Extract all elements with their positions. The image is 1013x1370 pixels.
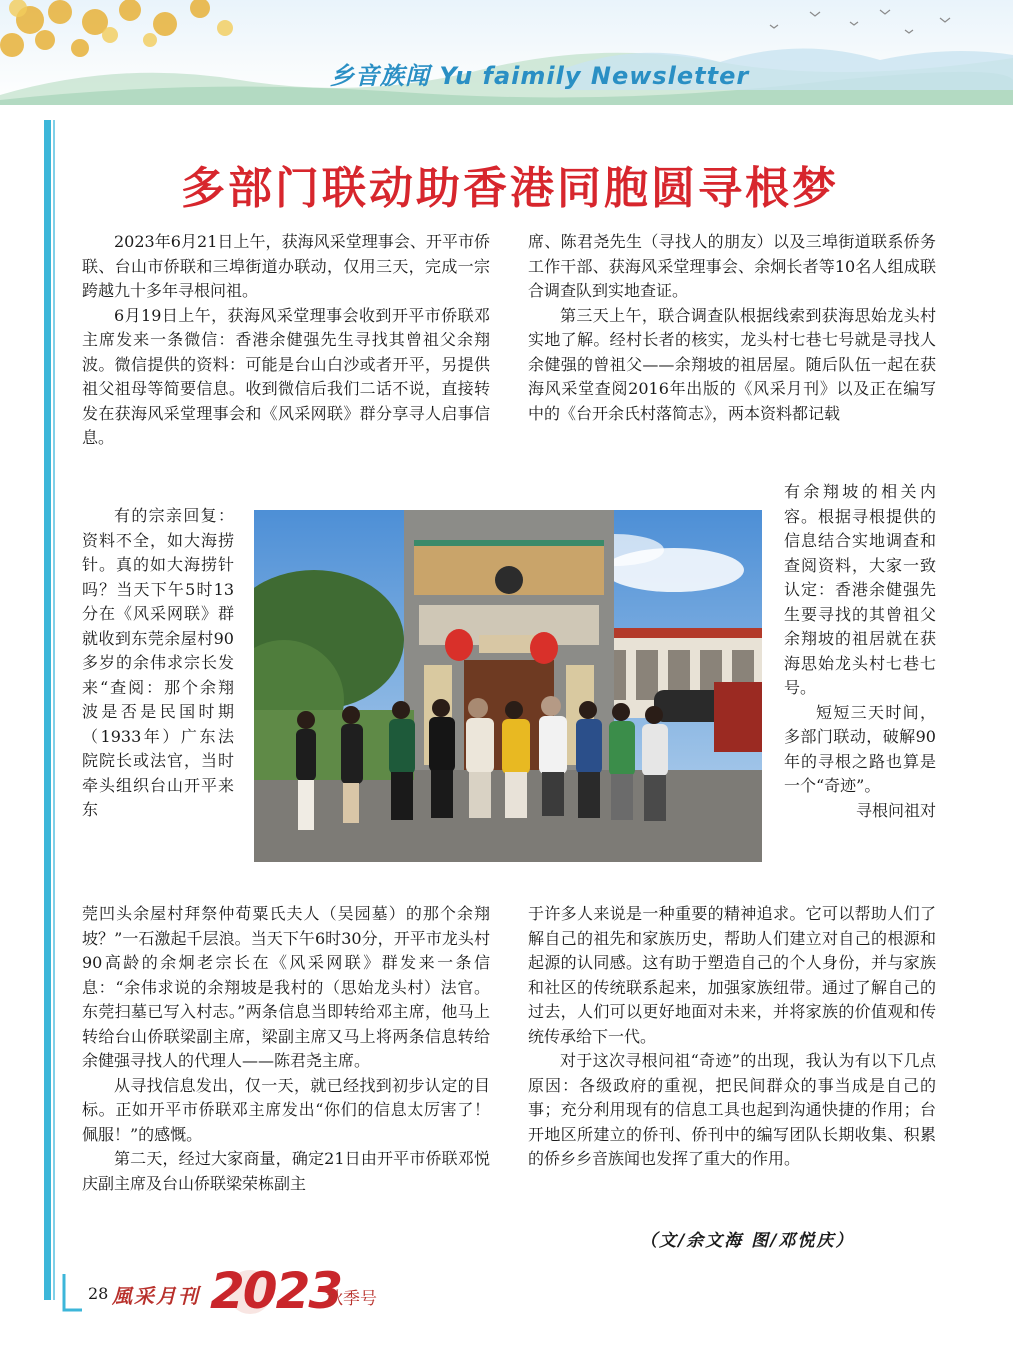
page-number: 28: [88, 1284, 109, 1303]
left-accent-bar: [44, 120, 51, 1300]
paragraph: 6月19日上午，获海风采堂理事会收到开平市侨联邓主席发来一条微信：香港余健强先生寻找其曾祖父余翔波。微信提供的资料：可能是台山白沙或者开平，另提供祖父祖母等简要信息。收到微信后我们二话不说，直接转发在获海风采堂理事会和《风采网联》群分享寻人启事信息。: [82, 305, 490, 447]
paragraph: 莞凹头余屋村拜祭仲荀粟氏夫人（吴园墓）的那个余翔坡？”一石激起千层浪。当天下午6时30分，开平市龙头村90高龄的余炯老宗长在《风采网联》群发来一条信息：“余伟求说的余翔坡是我村的（思始龙头村）法官。东莞扫墓已写入村志。”两条信息当即转给邓主席，他马上转给台山侨联梁副主席，梁副主席又马上将两条信息转给余健强寻找人的代理人——陈君尧主席。: [82, 904, 490, 1070]
paragraph: 第三天上午，联合调查队根据线索到获海思始龙头村实地了解。经村长者的核实，龙头村七巷七号就是寻找人余健强的曾祖父——余翔坡的祖居屋。随后队伍一起在获海风采堂查阅2016年出版的《风采月刊》以及正在编写中的《台开余氏村落简志》，两本资料都记载: [528, 305, 936, 423]
right-column-top: [528, 230, 936, 426]
left-column-top: [82, 230, 490, 451]
paragraph: 于许多人来说是一种重要的精神追求。它可以帮助人们了解自己的祖先和家族历史，帮助人们建立对自己的根源和起源的认同感。这有助于塑造自己的个人身份，并与家族和社区的传统联系起来，加强家族纽带。通过了解自己的过去，人们可以更好地面对未来，并将家族的价值观和传统传承给下一代。: [528, 904, 936, 1046]
paragraph: 2023年6月21日上午，获海风采堂理事会、开平市侨联、台山市侨联和三埠街道办联动，仅用三天，完成一宗跨越九十多年寻根问祖。: [82, 232, 490, 300]
paragraph: 从寻找信息发出，仅一天，就已经找到初步认定的目标。正如开平市侨联邓主席发出“你们的信息太厉害了！佩服！”的感慨。: [82, 1075, 490, 1144]
left-column-bottom: [82, 902, 490, 1196]
magazine-name: 風采月刊: [112, 1284, 200, 1308]
paragraph: 对于这次寻根问祖“奇迹”的出现，我认为有以下几点原因：各级政府的重视，把民间群众的事当成是自己的事；充分利用现有的信息工具也起到沟通快捷的作用；台开地区所建立的侨刊、侨刊中的编写团队长期收集、积累的侨乡乡音族闻也发挥了重大的作用。: [528, 1051, 936, 1168]
group-photo-illustration: [254, 510, 762, 862]
paragraph: 第二天，经过大家商量，确定21日由开平市侨联邓悦庆副主席及台山侨联梁荣栋副主: [82, 1149, 490, 1193]
left-column-narrow: [82, 504, 234, 823]
paragraph: 寻根问祖对: [855, 800, 936, 820]
paragraph: 有余翔坡的相关内容。根据寻根提供的信息结合实地调查和查阅资料，大家一致认定：香港余健强先生要寻找的其曾祖父余翔坡的祖居就在获海思始龙头村七巷七号。: [784, 482, 936, 697]
issue-year: 2023: [210, 1262, 342, 1320]
paragraph: 席、陈君尧先生（寻找人的朋友）以及三埠街道联系侨务工作干部、获海风采堂理事会、余炯长者等10名人组成联合调查队到实地查证。: [528, 232, 936, 300]
group-photo: [254, 510, 762, 862]
newsletter-section-title: 乡音族闻 Yu faimily Newsletter: [330, 62, 750, 90]
page-header-banner: [0, 0, 1013, 105]
left-accent-bar-thin: [53, 120, 55, 1300]
article-title: 多部门联动助香港同胞圆寻根梦: [181, 163, 839, 214]
right-column-bottom: [528, 902, 936, 1172]
paragraph: 短短三天时间，多部门联动，破解90年的寻根之路也算是一个“奇迹”。: [784, 702, 936, 795]
paragraph: 有的宗亲回复：资料不全，如大海捞针。真的如大海捞针吗？当天下午5时13分在《风采网联》群就收到东莞余屋村90多岁的余伟求宗长发来“查阅：那个余翔波是否是民国时期（1933年）广东法院院长或法官，当时牵头组织台山开平来东: [82, 506, 234, 819]
right-column-narrow: [784, 480, 936, 823]
article-credit: （文/余文海 图/邓悦庆）: [640, 1231, 855, 1251]
issue-season: 秋季号: [326, 1289, 377, 1309]
